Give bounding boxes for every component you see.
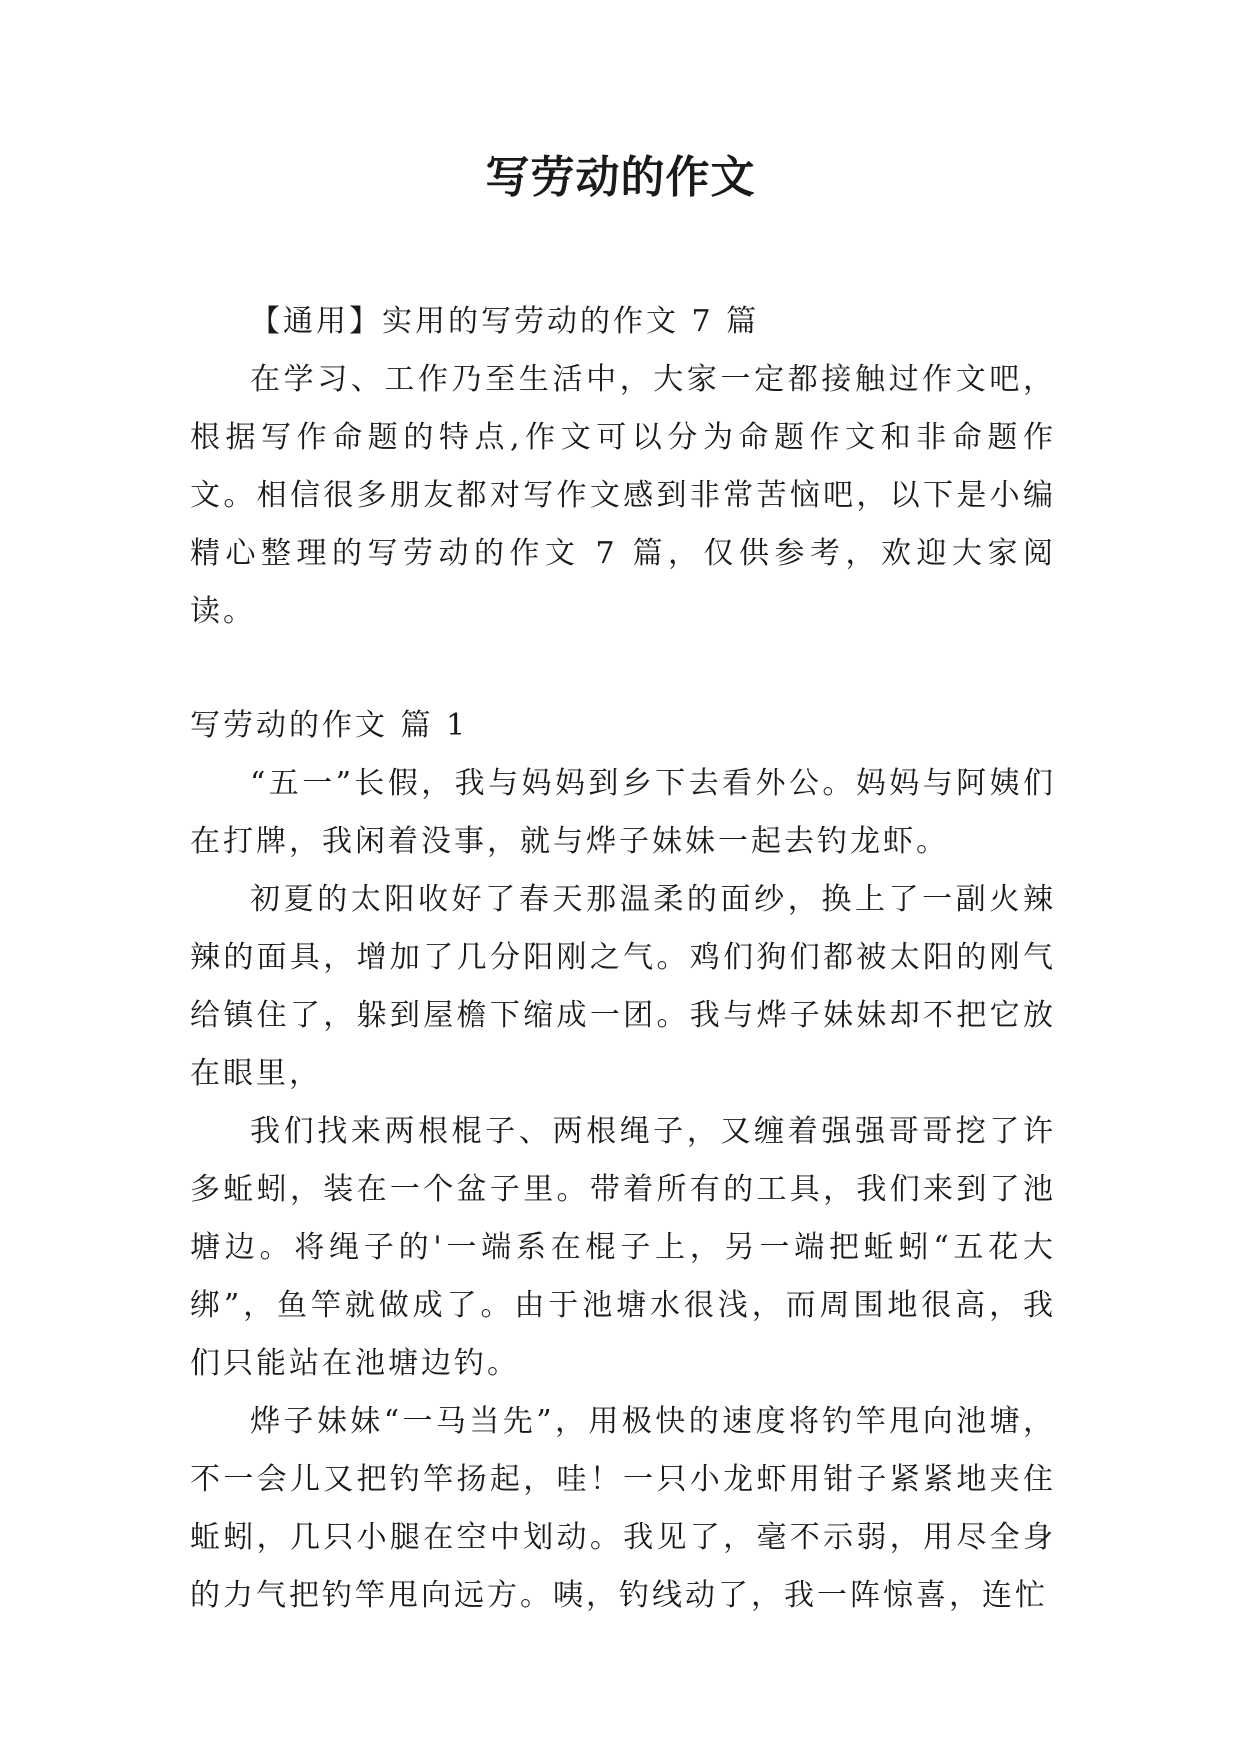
body-paragraph: 初夏的太阳收好了春天那温柔的面纱，换上了一副火辣辣的面具，增加了几分阳刚之气。鸡们狗们都被太阳的刚气给镇住了，躲到屋檐下缩成一团。我与烨子妹妹却不把它放在眼里， <box>190 882 1056 1091</box>
document-body <box>190 293 1056 1625</box>
intro-paragraph: 在学习、工作乃至生活中，大家一定都接触过作文吧，根据写作命题的特点,作文可以分为命题作文和非命题作文。相信很多朋友都对写作文感到非常苦恼吧，以下是小编精心整理的写劳动的作文 7 篇，仅供参考，欢迎大家阅读。 <box>190 362 1056 629</box>
intro-label: 【通用】实用的写劳动的作文 7 篇 <box>250 304 760 339</box>
body-paragraph: 我们找来两根棍子、两根绳子，又缠着强强哥哥挖了许多蚯蚓，装在一个盆子里。带着所有的工具，我们来到了池塘边。将绳子的'一端系在棍子上，另一端把蚯蚓“五花大绑”，鱼竿就做成了。由于池塘水很浅，而周围地很高，我们只能站在池塘边钓。 <box>190 1114 1056 1381</box>
document-title: 写劳动的作文 <box>485 152 756 203</box>
section-heading: 写劳动的作文 篇 1 <box>190 708 469 743</box>
body-paragraph: “五一”长假，我与妈妈到乡下去看外公。妈妈与阿姨们在打牌，我闲着没事，就与烨子妹妹一起去钓龙虾。 <box>190 766 1056 859</box>
body-paragraph: 烨子妹妹“一马当先”，用极快的速度将钓竿甩向池塘，不一会儿又把钓竿扬起，哇！一只小龙虾用钳子紧紧地夹住蚯蚓，几只小腿在空中划动。我见了，毫不示弱，用尽全身的力气把钓竿甩向远方。咦，钓线动了，我一阵惊喜，连忙 <box>190 1404 1056 1613</box>
